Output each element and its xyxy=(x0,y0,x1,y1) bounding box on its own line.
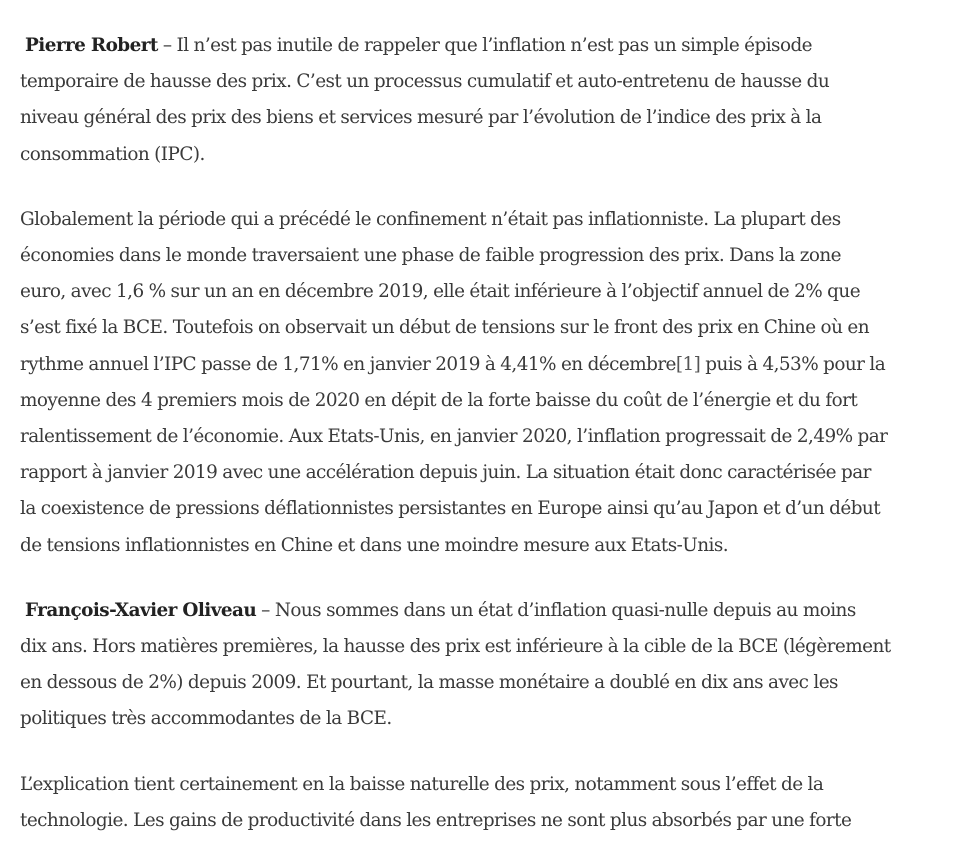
footnote-link-1[interactable]: [1] xyxy=(675,353,701,375)
paragraph-line: de tensions inflationnistes en Chine et dans une moindre mesure aux Etats-Unis. xyxy=(20,534,729,556)
speaker-name: François-Xavier Oliveau xyxy=(25,599,257,621)
paragraph-line: rythme annuel l’IPC passe de 1,71% en janvier 2019 à 4,41% en décembre[1] puis à 4,53% pour la xyxy=(20,353,886,375)
article-body xyxy=(20,28,960,868)
paragraph-line: moyenne des 4 premiers mois de 2020 en dépit de la forte baisse du coût de l’énergie et du fort xyxy=(20,389,858,411)
paragraph-line: en dessous de 2%) depuis 2009. Et pourtant, la masse monétaire a doublé en dix ans avec les xyxy=(20,672,838,694)
paragraph-line: consommation (IPC). xyxy=(20,143,205,165)
paragraph-line: politiques très accommodantes de la BCE. xyxy=(20,708,392,730)
paragraph-line: Pierre Robert – Il n’est pas inutile de rappeler que l’inflation n’est pas un simple épisode xyxy=(25,35,813,56)
paragraph-line: économies dans le monde traversaient une phase de faible progression des prix. Dans la zone xyxy=(20,245,841,267)
paragraph-pierre-robert-1 xyxy=(20,28,960,173)
paragraph-line: François-Xavier Oliveau – Nous sommes dans un état d’inflation quasi-nulle depuis au moins xyxy=(25,599,856,621)
paragraph-line: euro, avec 1,6 % sur un an en décembre 2019, elle était inférieure à l’objectif annuel de 2% que xyxy=(20,281,861,303)
paragraph-line: technologie. Les gains de productivité dans les entreprises ne sont plus absorbés par une forte xyxy=(20,809,852,831)
paragraph-line: s’est fixé la BCE. Toutefois on observait un début de tensions sur le front des prix en Chine où en xyxy=(20,317,869,339)
paragraph-line: la coexistence de pressions déflationnistes persistantes en Europe ainsi qu’au Japon et d’un début xyxy=(20,498,881,520)
paragraph-oliveau-2 xyxy=(20,767,960,839)
paragraph-line: ralentissement de l’économie. Aux Etats-Unis, en janvier 2020, l’inflation progressait de 2,49% par xyxy=(20,426,888,448)
paragraph-line: L’explication tient certainement en la baisse naturelle des prix, notamment sous l’effet de la xyxy=(20,773,824,795)
paragraph-line: Globalement la période qui a précédé le confinement n’était pas inflationniste. La plupart des xyxy=(20,208,841,230)
paragraph-line: dix ans. Hors matières premières, la hausse des prix est inférieure à la cible de la BCE (légèrement xyxy=(20,636,891,658)
speaker-name: Pierre Robert xyxy=(25,35,158,56)
paragraph-oliveau-1 xyxy=(20,593,960,738)
paragraph-line: rapport à janvier 2019 avec une accélération depuis juin. La situation était donc caractérisée par xyxy=(20,462,871,484)
paragraph-pierre-robert-2 xyxy=(20,202,960,564)
paragraph-line: temporaire de hausse des prix. C’est un processus cumulatif et auto-entretenu de hausse du xyxy=(20,71,830,93)
paragraph-line: niveau général des prix des biens et services mesuré par l’évolution de l’indice des prix à la xyxy=(20,107,822,129)
